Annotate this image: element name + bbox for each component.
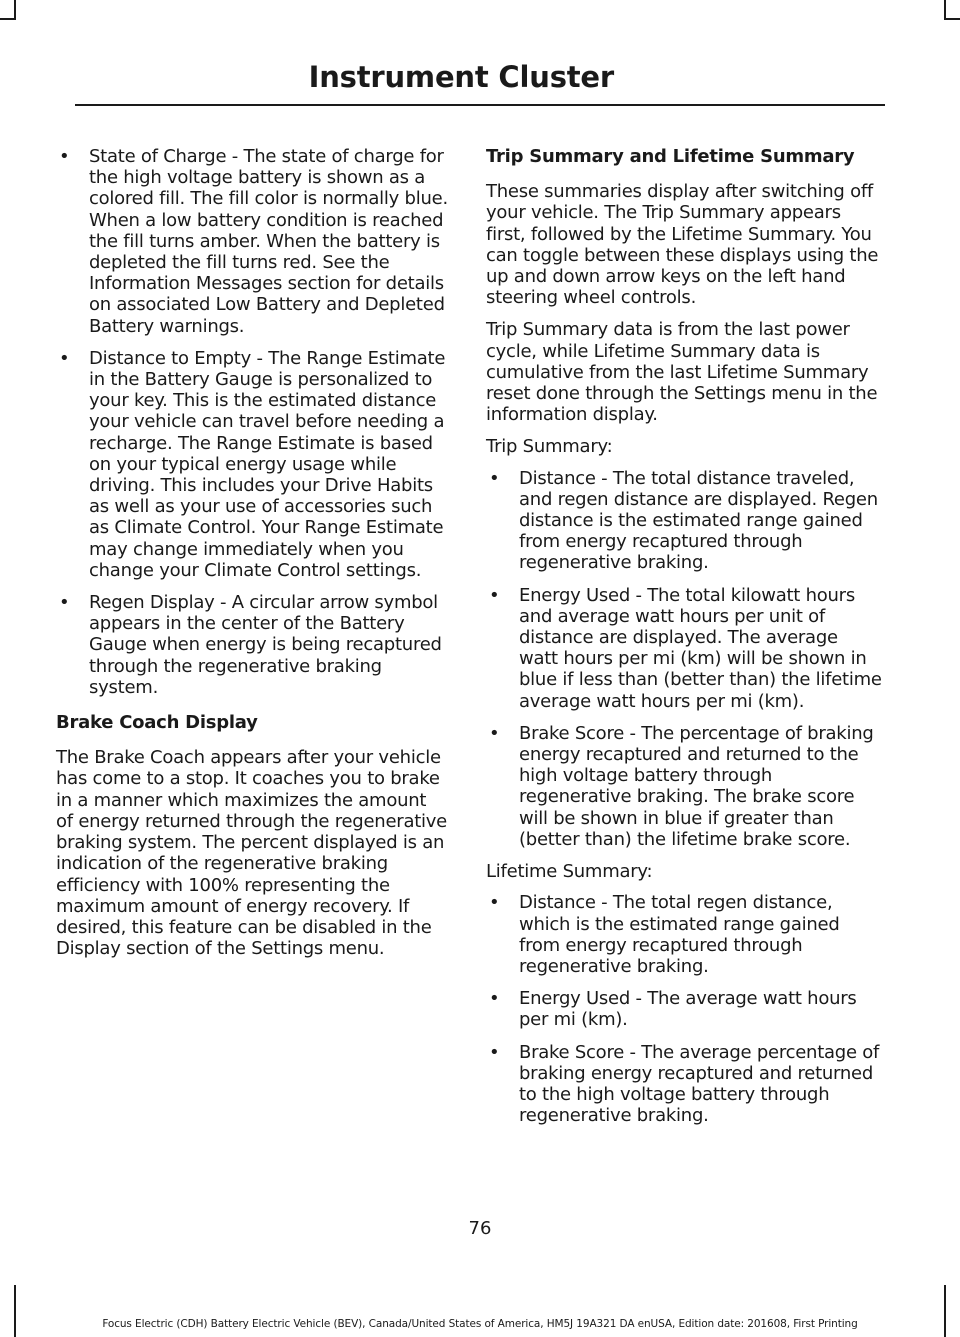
bullet-icon: • bbox=[489, 1041, 500, 1063]
list-item bbox=[486, 892, 882, 977]
crop-mark bbox=[944, 0, 946, 20]
page-number: 76 bbox=[468, 1218, 492, 1239]
list-item-text: State of Charge - The state of charge for the high voltage battery is shown as a colored fill. The fill color is normally blue. When a low battery condition is reached the fill turns amber. When the battery is depleted the fill turns red. See the Information Messages section for details on associated Low Battery and Depleted Battery warnings. bbox=[89, 146, 448, 337]
bullet-icon: • bbox=[59, 592, 70, 614]
crop-mark bbox=[0, 18, 16, 20]
paragraph: The Brake Coach appears after your vehicle has come to a stop. It coaches you to brake in a manner which maximizes the amount of energy returned through the regenerative braking system. The percent displayed is an indication of the regenerative braking efficiency with 100% representing the maximum amount of energy recovery. If desired, this feature can be disabled in the Display section of the Settings menu. bbox=[56, 747, 448, 960]
list-item-text: Brake Score - The average percentage of braking energy recaptured and returned to the high voltage battery through regenerative braking. bbox=[519, 1041, 880, 1127]
list-item-text: Distance - The total regen distance, which is the estimated range gained from energy recaptured through regenerative braking. bbox=[519, 892, 840, 977]
list-item bbox=[56, 348, 448, 581]
lifetime-summary-label: Lifetime Summary: bbox=[486, 861, 653, 883]
right-column bbox=[486, 146, 882, 1137]
list-item bbox=[486, 988, 882, 1030]
bullet-icon: • bbox=[489, 988, 500, 1010]
footer-text: Focus Electric (CDH) Battery Electric Vehicle (BEV), Canada/United States of America, HM5J 19A321 DA enUSA, Edition date: 201608, First Printing bbox=[102, 1318, 858, 1330]
bullet-icon: • bbox=[489, 892, 500, 914]
bullet-icon: • bbox=[59, 146, 70, 167]
list-item bbox=[486, 468, 882, 574]
list-item-text: Distance - The total distance traveled, and regen distance are displayed. Regen distance is the estimated range gained from energy recaptured through regenerative braking. bbox=[519, 467, 878, 574]
list-item bbox=[486, 723, 882, 850]
list-item-text: Energy Used - The total kilowatt hours and average watt hours per unit of distance are displayed. The average watt hours per mi (km) will be shown in blue if less than (better than) the lifetime average watt hours per mi (km). bbox=[519, 584, 882, 712]
paragraph: These summaries display after switching off your vehicle. The Trip Summary appears first, followed by the Lifetime Summary. You can toggle between these displays using the up and down arrow keys on the left hand steering wheel controls. bbox=[486, 181, 879, 309]
list-item-text: Regen Display - A circular arrow symbol appears in the center of the Battery Gauge when energy is being recaptured through the regenerative braking system. bbox=[89, 592, 442, 698]
bullet-icon: • bbox=[489, 467, 500, 489]
section-heading: Brake Coach Display bbox=[56, 712, 258, 734]
bullet-icon: • bbox=[489, 584, 500, 606]
left-column bbox=[56, 146, 448, 970]
list-item bbox=[486, 1042, 882, 1127]
list-item bbox=[56, 592, 448, 698]
header-divider bbox=[75, 104, 885, 106]
section-heading: Trip Summary and Lifetime Summary bbox=[486, 146, 855, 167]
bullet-icon: • bbox=[489, 722, 500, 744]
list-item-text: Distance to Empty - The Range Estimate in the Battery Gauge is personalized to your key. This is the estimated distance your vehicle can travel before needing a recharge. The Range Estimate is based on your typical energy usage while driving. This includes your Drive Habits as well as your use of accessories such as Climate Control. Your Range Estimate may change immediately when you change your Climate Control settings. bbox=[89, 347, 446, 581]
page-title: Instrument Cluster bbox=[308, 60, 614, 94]
crop-mark bbox=[944, 18, 960, 20]
list-item bbox=[56, 146, 448, 337]
list-item-text: Brake Score - The percentage of braking energy recaptured and returned to the high voltage battery through regenerative braking. The brake score will be shown in blue if greater than (better than) the lifetime brake score. bbox=[519, 722, 874, 850]
list-item-text: Energy Used - The average watt hours per mi (km). bbox=[519, 988, 857, 1031]
trip-summary-label: Trip Summary: bbox=[486, 436, 613, 458]
crop-mark bbox=[14, 0, 16, 20]
list-item bbox=[486, 585, 882, 712]
bullet-icon: • bbox=[59, 347, 70, 369]
paragraph: Trip Summary data is from the last power cycle, while Lifetime Summary data is cumulative from the last Lifetime Summary reset done through the Settings menu in the information display. bbox=[486, 319, 878, 426]
